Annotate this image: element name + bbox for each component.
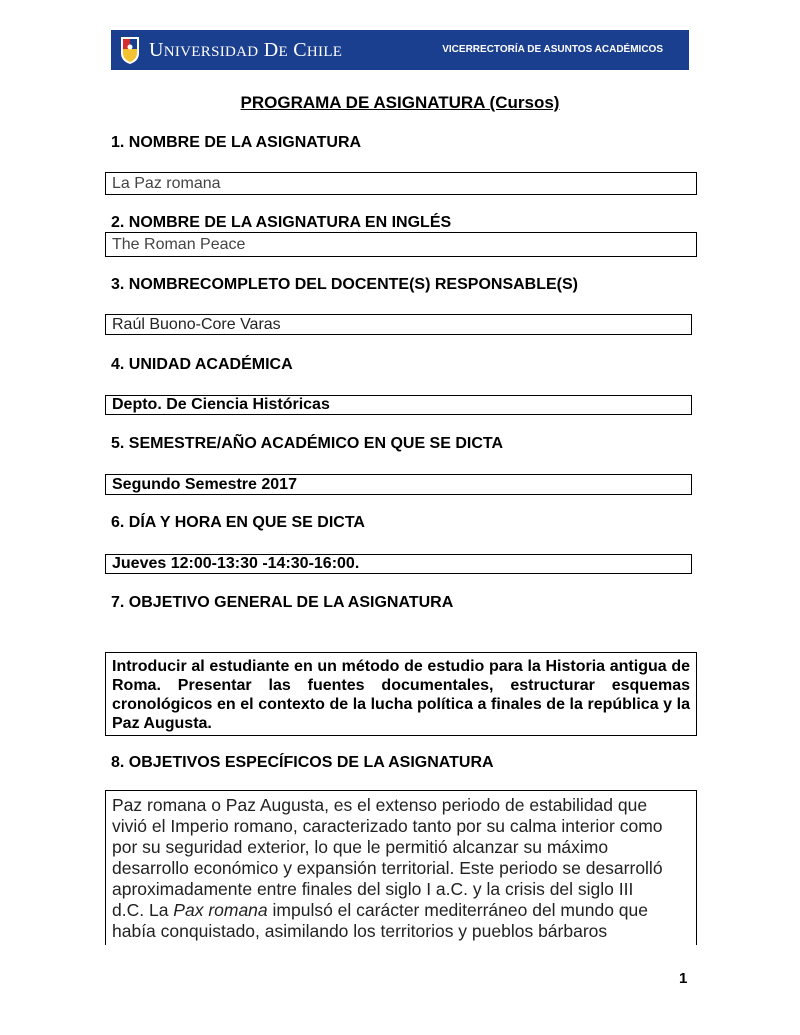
university-name: UNIVERSIDAD DE CHILE: [149, 38, 343, 61]
document-title: PROGRAMA DE ASIGNATURA (Cursos): [240, 93, 560, 112]
section-7-heading: 7. OBJETIVO GENERAL DE LA ASIGNATURA: [111, 594, 454, 611]
semester-field: Segundo Semestre 2017: [105, 474, 692, 495]
section-2-heading: 2. NOMBRE DE LA ASIGNATURA EN INGLÉS: [111, 214, 452, 231]
section-6-heading: 6. DÍA Y HORA EN QUE SE DICTA: [111, 514, 365, 531]
section-5-heading: 5. SEMESTRE/AÑO ACADÉMICO EN QUE SE DICTA: [111, 435, 504, 452]
objectives-line: vivió el Imperio romano, caracterizado tanto por su calma interior como: [112, 816, 663, 836]
objectives-line: aproximadamente entre finales del siglo I a.C. y la crisis del siglo III: [112, 879, 634, 899]
academic-unit-field: Depto. De Ciencia Históricas: [105, 395, 692, 415]
pax-romana-italic: Pax romana: [173, 900, 268, 920]
objectives-line-start: d.C. La: [112, 900, 174, 920]
university-banner: [111, 30, 689, 70]
page-number: 1: [679, 970, 688, 987]
university-seal-icon: [119, 35, 141, 65]
objectives-line: Paz romana o Paz Augusta, es el extenso periodo de estabilidad que: [112, 795, 648, 815]
objectives-line: desarrollo económico y expansión territorial. Este periodo se desarrolló: [112, 858, 663, 878]
specific-objectives-box: [105, 790, 697, 945]
objectives-line: [112, 900, 696, 921]
section-4-heading: 4. UNIDAD ACADÉMICA: [111, 356, 293, 373]
schedule-field: Jueves 12:00-13:30 -14:30-16:00.: [105, 554, 692, 574]
general-objective-box: Introducir al estudiante en un método de estudio para la Historia antigua de Roma. Presentar las fuentes documentales, estructurar esquemas cronológicos en el contexto de la lucha política a finales de la república y la Paz Augusta.: [105, 652, 697, 736]
section-3-heading: 3. NOMBRECOMPLETO DEL DOCENTE(S) RESPONSABLE(S): [111, 276, 578, 293]
course-name-english-field: The Roman Peace: [105, 232, 697, 257]
vicerrectoria-label: VICERRECTORÍA DE ASUNTOS ACADÉMICOS: [442, 44, 663, 55]
objectives-line: por su seguridad exterior, lo que le permitió alcanzar su máximo: [112, 837, 609, 857]
objectives-line: había conquistado, asimilando los territorios y pueblos bárbaros: [112, 921, 608, 941]
teacher-name-field: Raúl Buono-Core Varas: [105, 314, 692, 335]
section-8-heading: 8. OBJETIVOS ESPECÍFICOS DE LA ASIGNATURA: [111, 754, 494, 771]
course-name-field: La Paz romana: [105, 172, 697, 195]
objectives-line-end: impulsó el carácter mediterráneo del mundo que: [267, 900, 648, 920]
section-1-heading: 1. NOMBRE DE LA ASIGNATURA: [111, 134, 362, 151]
